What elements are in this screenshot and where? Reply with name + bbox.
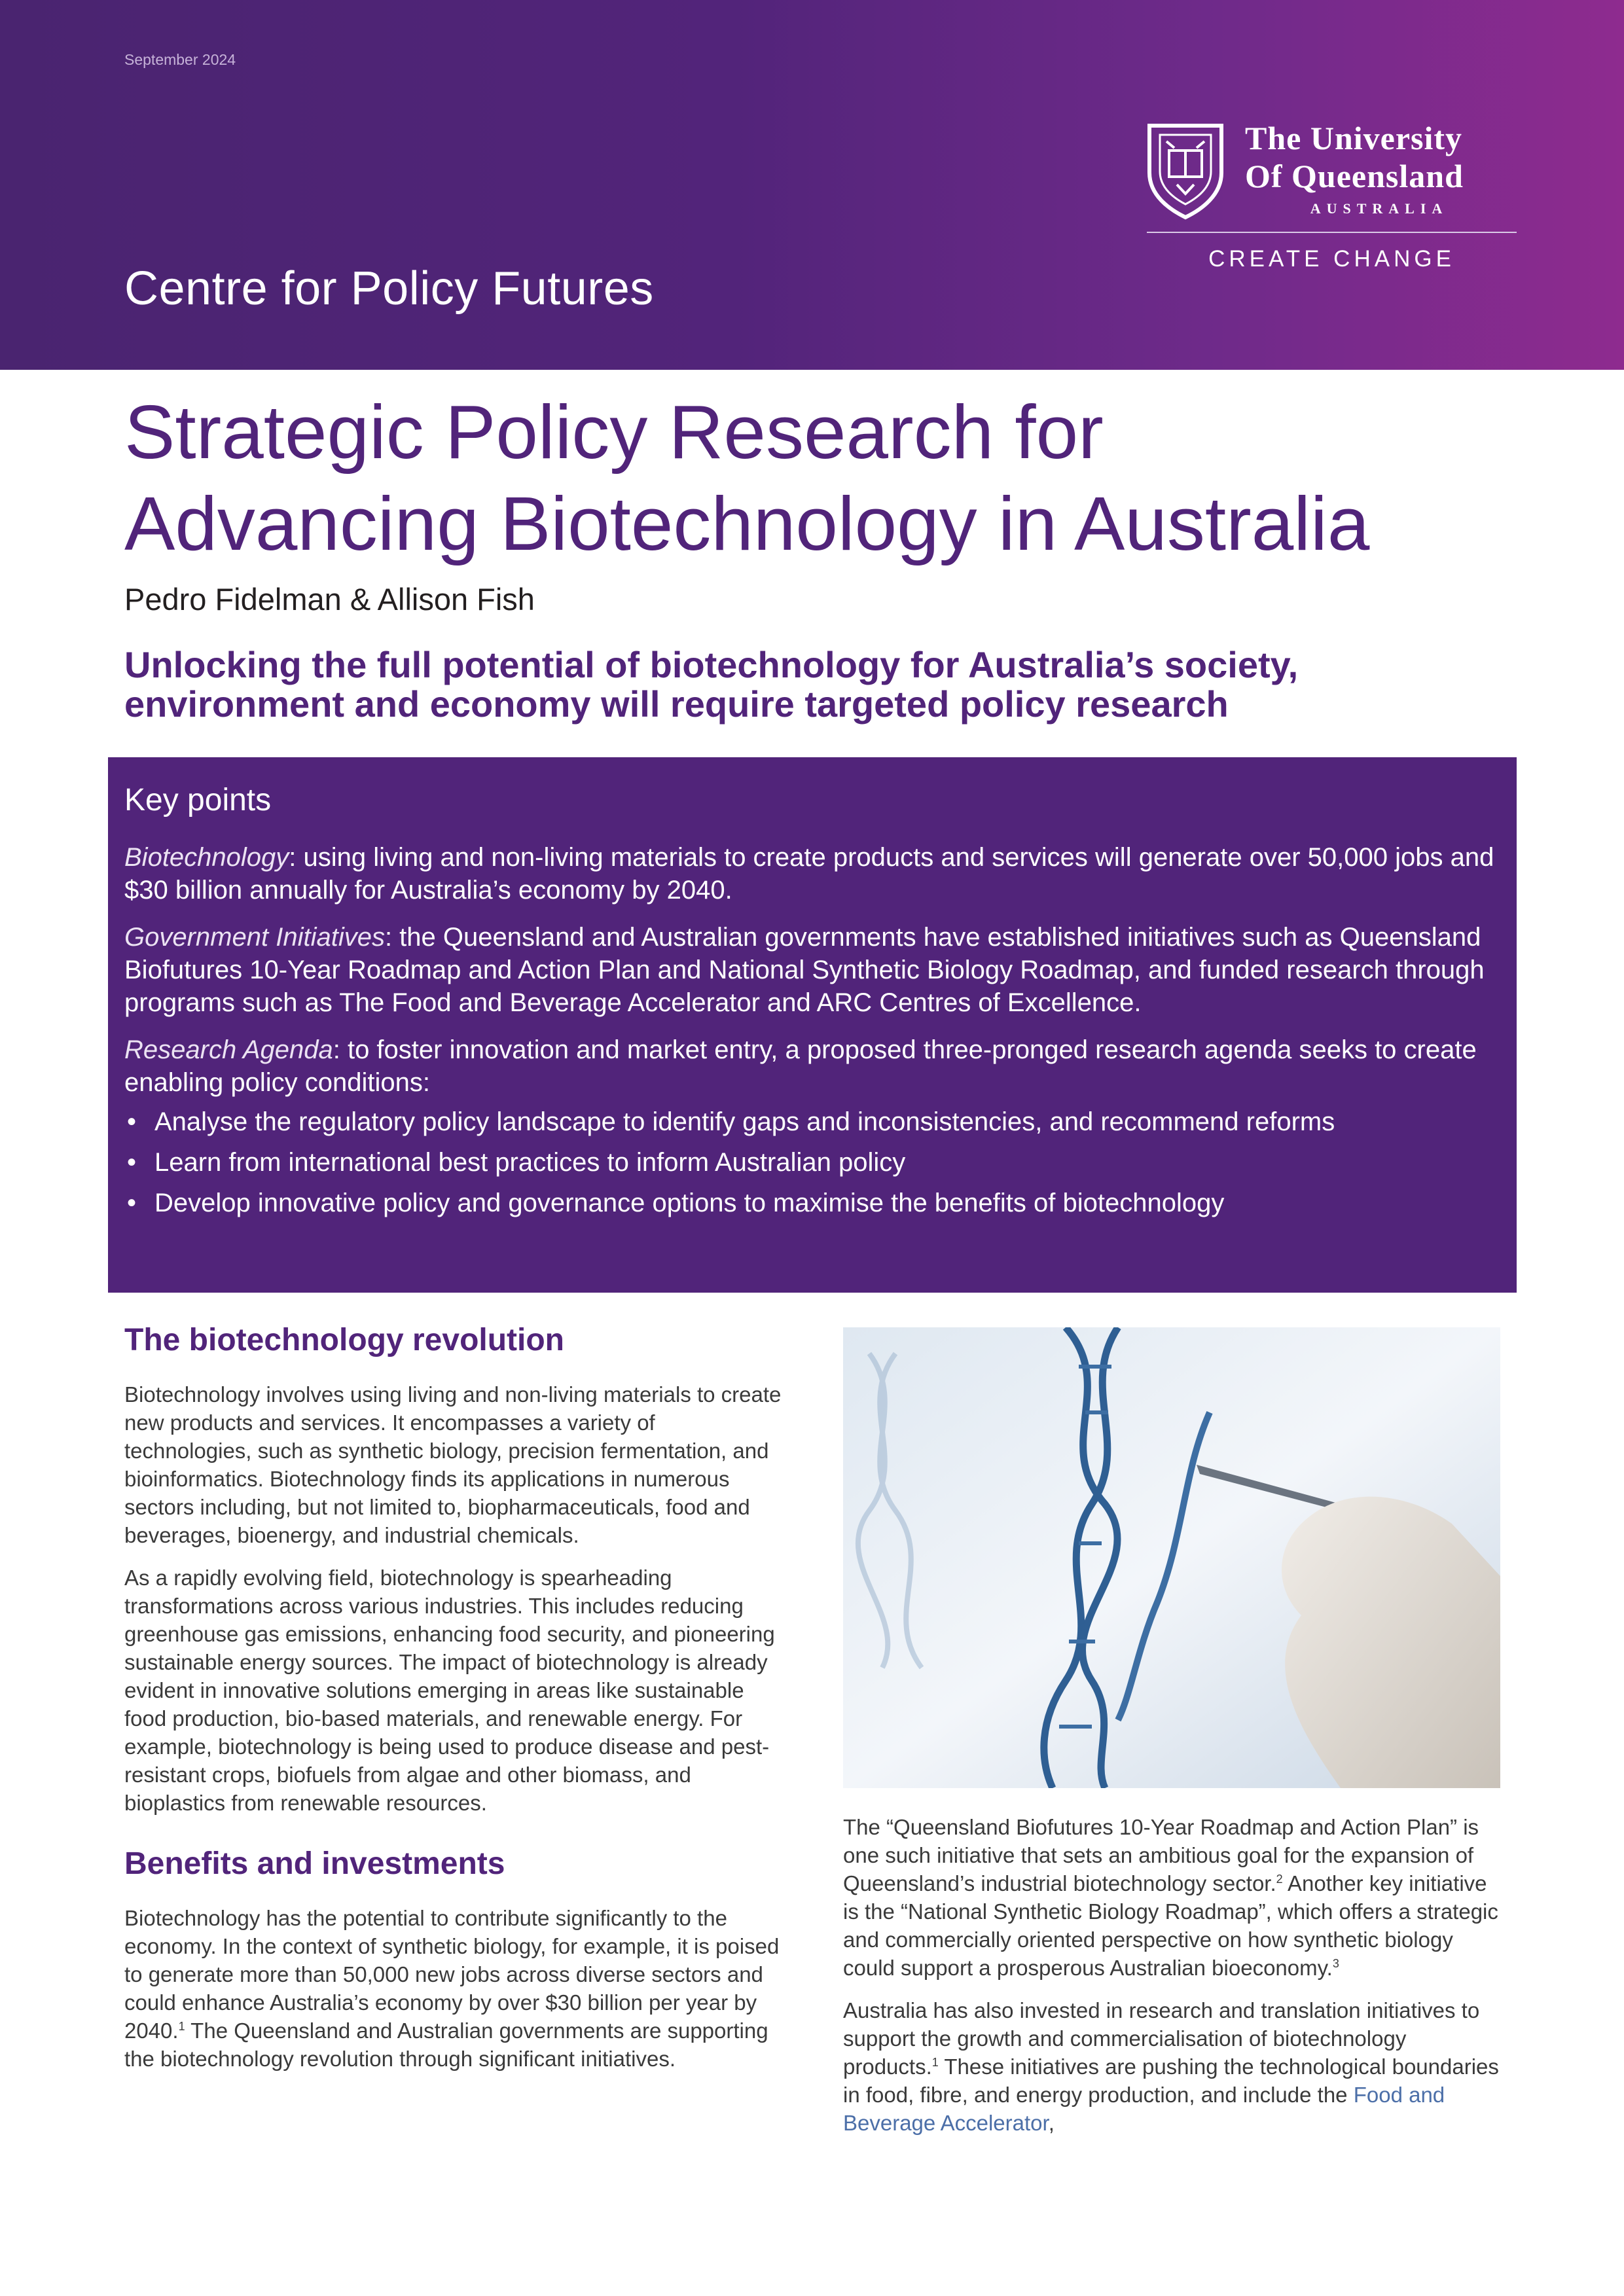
footnote-ref[interactable]: 2: [1276, 1873, 1283, 1886]
logo-line-2: Of Queensland: [1245, 158, 1464, 194]
section-heading-revolution: The biotechnology revolution: [124, 1323, 564, 1357]
key-point-text: : the Queensland and Australian governments have established initiatives such as Queensland Biofutures 10-Year Roadmap and Action Plan and National Synthetic Biology Roadmap, and funded research through programs such as The Food and Beverage Accelerator and ARC Centres of Excellence.: [124, 923, 1485, 1017]
footnote-ref[interactable]: 1: [178, 2020, 185, 2033]
footnote-ref[interactable]: 3: [1332, 1957, 1339, 1970]
benefits-text: Biotechnology has the potential to contribute significantly to the economy. In the context of synthetic biology, for example, it is poised to generate more than 50,000 new jobs across diverse sectors and could enhance Australia’s economy by over $30 billion per year by 2040.: [124, 1906, 780, 2043]
publication-date: September 2024: [124, 51, 236, 68]
logo-divider: [1147, 232, 1517, 233]
key-points-box: [108, 757, 1517, 1293]
investment-text-a: Australia has also invested in research and translation initiatives to support the growth and commercialisation of biotechnology products.: [843, 1998, 1480, 2079]
logo-line-3: AUSTRALIA: [1310, 200, 1449, 217]
investment-paragraph: [843, 1996, 1504, 2137]
key-point: [124, 1033, 1506, 1099]
agenda-bullet: • Analyse the regulatory policy landscape to identify gaps and inconsistencies, and recommend reforms: [124, 1105, 1506, 1138]
agenda-bullet: • Learn from international best practices to inform Australian policy: [124, 1146, 1506, 1179]
initiatives-text-b: Another key initiative is the “National Synthetic Biology Roadmap”, which offers a strategic and commercially oriented perspective on how synthetic biology could support a prosperous Australian bioeconomy.: [843, 1871, 1498, 1980]
header-banner: [0, 0, 1624, 370]
title-line-1: Strategic Policy Research for: [124, 389, 1104, 475]
key-point-text: : to foster innovation and market entry, a proposed three-pronged research agenda seeks to create enabling policy conditions:: [124, 1035, 1477, 1097]
key-point: [124, 921, 1506, 1019]
agenda-bullet: • Develop innovative policy and governance options to maximise the benefits of biotechnology: [124, 1187, 1506, 1219]
title-line-2: Advancing Biotechnology in Australia: [124, 481, 1370, 566]
logo-tagline: CREATE CHANGE: [1208, 246, 1455, 272]
subtitle: [124, 645, 1532, 724]
subtitle-line-2: environment and economy will require targeted policy research: [124, 683, 1229, 725]
logo-line-1: The University: [1245, 120, 1463, 156]
research-agenda-list: [124, 1105, 1506, 1219]
left-column: [124, 1322, 785, 2087]
benefits-text-tail: The Queensland and Australian governments are supporting the biotechnology revolution through significant initiatives.: [124, 2018, 768, 2071]
benefits-paragraph-1: [124, 1904, 785, 2073]
food-beverage-accelerator-link[interactable]: Food and Beverage Accelerator: [843, 2083, 1445, 2135]
initiatives-paragraph: [843, 1813, 1504, 1982]
page-title: [124, 386, 1532, 569]
centre-name: Centre for Policy Futures: [124, 262, 654, 315]
initiatives-text-a: The “Queensland Biofutures 10-Year Roadmap and Action Plan” is one such initiative that sets an ambitious goal for the expansion of Queensland’s industrial biotechnology sector.: [843, 1815, 1479, 1895]
subtitle-line-1: Unlocking the full potential of biotechnology for Australia’s society,: [124, 644, 1299, 685]
section-heading-benefits: Benefits and investments: [124, 1846, 505, 1881]
key-point-term: Research Agenda: [124, 1035, 333, 1064]
right-column: [843, 1813, 1504, 2151]
key-points-body: [124, 841, 1506, 1227]
dna-tweezers-photo: [843, 1327, 1500, 1788]
authors: Pedro Fidelman & Allison Fish: [124, 582, 535, 617]
revolution-paragraph-1: Biotechnology involves using living and non-living materials to create new products and services. It encompasses a variety of technologies, such as synthetic biology, precision fermentation, and bioinformatics. Biotechnology finds its applications in numerous sectors including, but not limited to, biopharmaceuticals, food and beverages, bioenergy, and industrial chemicals.: [124, 1382, 782, 1547]
dna-illustration: [843, 1327, 1500, 1788]
investment-text-b: These initiatives are pushing the technological boundaries in food, fibre, and energy production, and include the: [843, 2054, 1499, 2107]
uq-crest-icon: [1147, 122, 1224, 220]
key-point-term: Government Initiatives: [124, 923, 385, 952]
key-point-text: : using living and non-living materials to create products and services will generate over 50,000 jobs and $30 billion annually for Australia’s economy by 2040.: [124, 843, 1494, 905]
investment-text-end: ,: [1048, 2111, 1055, 2135]
footnote-ref[interactable]: 1: [931, 2056, 939, 2069]
key-point: [124, 841, 1506, 906]
key-points-heading: Key points: [124, 783, 272, 817]
key-point-term: Biotechnology: [124, 843, 289, 872]
uq-logo[interactable]: [1147, 117, 1517, 280]
revolution-paragraph-2: As a rapidly evolving field, biotechnology is spearheading transformations across various industries. This includes reducing greenhouse gas emissions, enhancing food security, and pioneering sustainable energy sources. The impact of biotechnology is already evident in innovative solutions emerging in areas like sustainable food production, bio-based materials, and renewable energy. For example, biotechnology is being used to produce disease and pest-resistant crops, biofuels from algae and other biomass, and bioplastics from renewable resources.: [124, 1566, 775, 1815]
